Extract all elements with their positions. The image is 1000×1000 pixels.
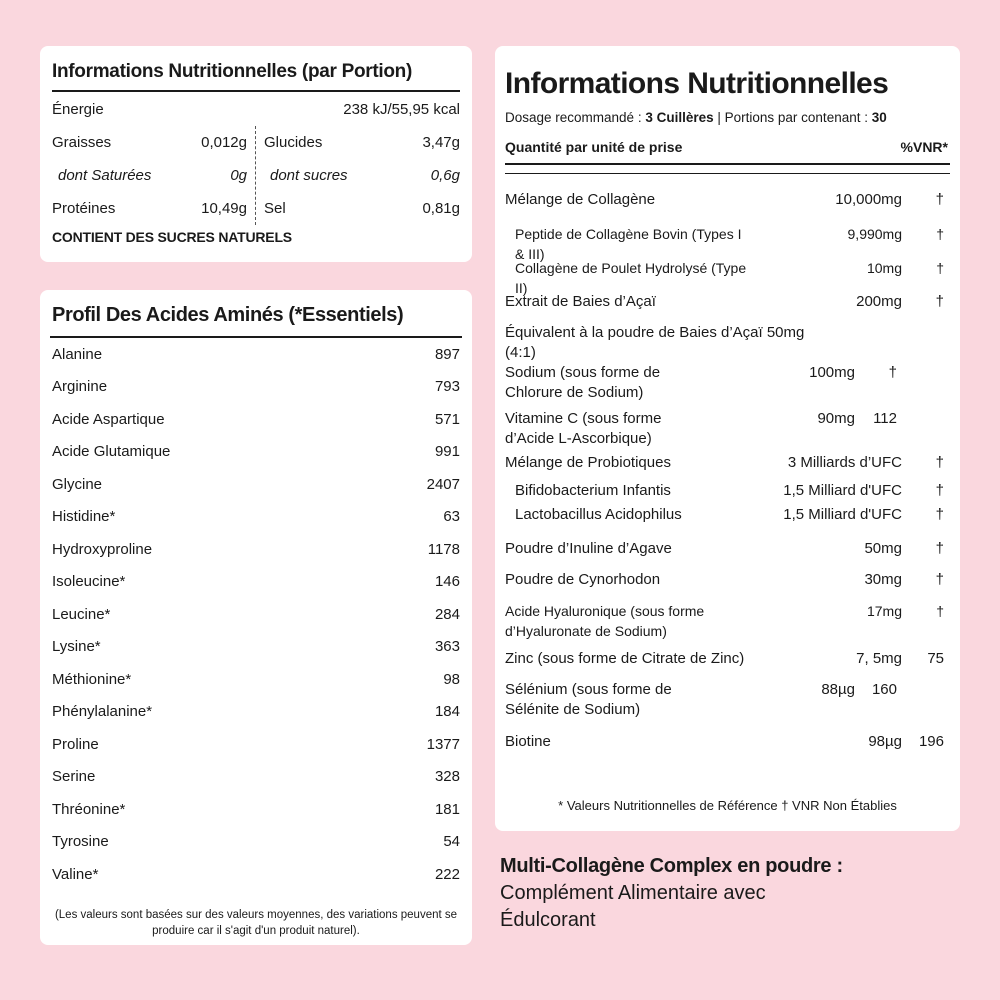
nutrient-row-acai-extract bbox=[505, 292, 950, 323]
amino-acid-name: Isoleucine* bbox=[52, 573, 126, 591]
portions-value: 30 bbox=[871, 110, 887, 125]
salt-row bbox=[264, 192, 460, 225]
nutrient-row-lactobacillus bbox=[505, 505, 950, 539]
nutrient-vnr: † bbox=[935, 482, 944, 499]
nutrition-facts-title: Informations Nutritionnelles bbox=[505, 67, 889, 100]
nutrient-amount: 3 Milliards d’UFC bbox=[787, 454, 902, 471]
energy-value: 238 kJ/55,95 kcal bbox=[343, 100, 460, 118]
amino-acid-row bbox=[50, 826, 462, 859]
amino-acid-row bbox=[50, 403, 462, 436]
nutrient-name: Équivalent à la poudre de Baies d’Açaï 50mg (4:1) bbox=[505, 324, 805, 361]
saturated-value: 0g bbox=[230, 167, 247, 184]
amino-card-title: Profil Des Acides Aminés (*Essentiels) bbox=[50, 290, 462, 338]
sugars-value: 0,6g bbox=[430, 167, 460, 184]
nutrient-name: Collagène de Poulet Hydrolysé (Type II) bbox=[515, 260, 747, 296]
amino-acid-name: Acide Glutamique bbox=[52, 443, 171, 461]
sugars-label: dont sucres bbox=[270, 167, 348, 184]
amino-acid-name: Proline bbox=[52, 735, 99, 753]
nutrient-vnr: † bbox=[935, 506, 944, 523]
macro-grid bbox=[52, 126, 460, 225]
carbs-label: Glucides bbox=[264, 134, 323, 151]
nutrient-name: Extrait de Baies d’Açaï bbox=[505, 293, 656, 310]
amino-acid-value: 328 bbox=[434, 768, 460, 786]
amino-acid-name: Leucine* bbox=[52, 605, 111, 623]
nutrient-name: Mélange de Probiotiques bbox=[505, 454, 671, 471]
amino-acid-row bbox=[50, 761, 462, 794]
amino-acid-row bbox=[50, 663, 462, 696]
nutrient-vnr: 160 bbox=[871, 681, 897, 698]
amino-acid-row bbox=[50, 371, 462, 404]
protein-label: Protéines bbox=[52, 200, 116, 217]
amino-acid-row bbox=[50, 696, 462, 729]
vnr-footnote: * Valeurs Nutritionnelles de Référence † VNR Non Établies bbox=[558, 798, 897, 813]
nutrient-amount: 98µg bbox=[868, 733, 902, 750]
amino-acid-row bbox=[50, 858, 462, 891]
amino-acid-name: Serine bbox=[52, 768, 96, 786]
amino-acid-value: 1377 bbox=[426, 735, 460, 753]
amino-acid-list bbox=[50, 338, 462, 891]
amino-acid-row bbox=[50, 501, 462, 534]
quantity-header bbox=[505, 139, 950, 165]
nutrient-name: Bifidobacterium Infantis bbox=[515, 482, 671, 499]
amino-acid-name: Glycine bbox=[52, 475, 103, 493]
product-description-line1: Complément Alimentaire avec bbox=[500, 882, 766, 904]
nutrient-amount: 100mg bbox=[809, 364, 855, 381]
amino-acid-value: 98 bbox=[443, 670, 460, 688]
nutrient-amount: 200mg bbox=[856, 293, 902, 310]
nutrient-vnr: 112 bbox=[873, 410, 897, 427]
nutrient-row-rosehip-powder bbox=[505, 570, 950, 601]
nutrient-row-acai-equivalent bbox=[505, 323, 950, 363]
nutrient-name: Lactobacillus Acidophilus bbox=[515, 506, 682, 523]
amino-acid-row bbox=[50, 468, 462, 501]
amino-acid-name: Valine* bbox=[52, 865, 99, 883]
nutrient-row-collagen-blend bbox=[505, 190, 950, 224]
dosage-value: 3 Cuillères bbox=[645, 110, 714, 125]
nutrient-vnr: † bbox=[936, 260, 944, 276]
nutrient-name: Vitamine C (sous forme d’Acide L-Ascorbique) bbox=[505, 410, 662, 447]
fat-row bbox=[52, 126, 247, 159]
nutrient-row-zinc bbox=[505, 649, 950, 680]
amino-acid-name: Thréonine* bbox=[52, 800, 126, 818]
amino-acid-name: Histidine* bbox=[52, 508, 116, 526]
portion-card-title: Informations Nutritionnelles (par Portion) bbox=[52, 46, 460, 92]
nutrient-row-bovine-collagen bbox=[505, 224, 950, 262]
amino-acid-value: 2407 bbox=[426, 475, 460, 493]
nutrient-row-vitamin-c bbox=[505, 409, 950, 453]
nutrient-amount: 90mg bbox=[817, 410, 855, 427]
saturated-label: dont Saturées bbox=[58, 167, 152, 184]
nutrient-amount: 1,5 Milliard d'UFC bbox=[783, 482, 902, 499]
amino-acid-row bbox=[50, 631, 462, 664]
amino-acid-value: 991 bbox=[434, 443, 460, 461]
carbs-value: 3,47g bbox=[422, 134, 460, 151]
amino-acid-row bbox=[50, 793, 462, 826]
nutrient-vnr: † bbox=[935, 571, 944, 588]
macro-left-column bbox=[52, 126, 256, 225]
nutrient-name: Acide Hyaluronique (sous forme d’Hyaluronate de Sodium) bbox=[505, 603, 705, 639]
amino-acid-row bbox=[50, 566, 462, 599]
saturated-row bbox=[52, 159, 247, 192]
nutrient-name: Sélénium (sous forme de Sélénite de Sodium) bbox=[505, 681, 672, 718]
carbs-row bbox=[264, 126, 460, 159]
nutrient-amount: 10mg bbox=[866, 260, 902, 276]
portions-label: | Portions par contenant : bbox=[713, 110, 872, 125]
nutrient-row-hyaluronic-acid bbox=[505, 601, 950, 649]
protein-row bbox=[52, 192, 247, 225]
amino-acid-value: 897 bbox=[434, 345, 460, 363]
energy-row bbox=[52, 92, 460, 126]
salt-label: Sel bbox=[264, 200, 286, 217]
nutrient-name: Poudre de Cynorhodon bbox=[505, 571, 661, 588]
amino-acid-value: 284 bbox=[434, 605, 460, 623]
vnr-header: %VNR* bbox=[900, 139, 948, 155]
amino-acid-value: 1178 bbox=[427, 540, 460, 558]
amino-acid-name: Lysine* bbox=[52, 638, 101, 656]
amino-acid-value: 63 bbox=[443, 508, 460, 526]
amino-acid-value: 571 bbox=[434, 410, 460, 428]
nutrient-vnr: † bbox=[936, 603, 944, 619]
natural-sugars-note: CONTIENT DES SUCRES NATURELS bbox=[52, 229, 292, 245]
nutrient-vnr: † bbox=[935, 191, 944, 208]
amino-acid-name: Acide Aspartique bbox=[52, 410, 165, 428]
amino-acid-profile-card bbox=[40, 290, 472, 945]
amino-acid-value: 146 bbox=[434, 573, 460, 591]
nutrient-name: Biotine bbox=[505, 733, 551, 750]
amino-acid-name: Méthionine* bbox=[52, 670, 132, 688]
nutrient-row-bifidobacterium bbox=[505, 481, 950, 505]
amino-acid-value: 184 bbox=[434, 703, 460, 721]
nutrition-per-portion-card bbox=[40, 46, 472, 262]
nutrient-amount: 30mg bbox=[864, 571, 902, 588]
amino-acid-value: 363 bbox=[434, 638, 460, 656]
nutrient-vnr: † bbox=[935, 540, 944, 557]
energy-label: Énergie bbox=[52, 100, 104, 118]
amino-acid-name: Hydroxyproline bbox=[52, 540, 153, 558]
amino-acid-name: Arginine bbox=[52, 378, 108, 396]
amino-acid-row bbox=[50, 338, 462, 371]
nutrient-vnr: 196 bbox=[918, 733, 944, 750]
nutrient-name: Zinc (sous forme de Citrate de Zinc) bbox=[505, 650, 745, 667]
nutrient-rows bbox=[505, 190, 950, 762]
nutrient-row-chicken-collagen bbox=[505, 258, 950, 296]
nutrition-facts-card bbox=[495, 46, 960, 831]
nutrient-amount: 1,5 Milliard d'UFC bbox=[783, 506, 902, 523]
amino-acid-name: Phénylalanine* bbox=[52, 703, 153, 721]
amino-acid-value: 54 bbox=[443, 833, 460, 851]
nutrient-row-probiotic-blend bbox=[505, 453, 950, 481]
amino-acid-value: 793 bbox=[434, 378, 460, 396]
salt-value: 0,81g bbox=[422, 200, 460, 217]
nutrient-vnr: † bbox=[888, 364, 897, 381]
nutrient-name: Peptide de Collagène Bovin (Types I & III) bbox=[515, 226, 742, 262]
nutrient-name: Sodium (sous forme de Chlorure de Sodium) bbox=[505, 364, 661, 401]
nutrient-name: Mélange de Collagène bbox=[505, 191, 656, 208]
sugars-row bbox=[264, 159, 460, 192]
product-name: Multi-Collagène Complex en poudre : bbox=[500, 855, 843, 877]
protein-value: 10,49g bbox=[201, 200, 247, 217]
nutrient-amount: 7, 5mg bbox=[856, 650, 902, 667]
nutrient-row-selenium bbox=[505, 680, 950, 732]
amino-acid-row bbox=[50, 598, 462, 631]
amino-acid-value: 181 bbox=[434, 800, 460, 818]
macro-right-column bbox=[256, 126, 460, 225]
nutrient-amount: 9,990mg bbox=[847, 226, 902, 242]
header-divider bbox=[505, 173, 950, 174]
nutrient-amount: 17mg bbox=[866, 603, 902, 619]
nutrient-vnr: † bbox=[935, 293, 944, 310]
amino-acid-row bbox=[50, 533, 462, 566]
nutrient-vnr: † bbox=[936, 226, 944, 242]
nutrient-row-agave-inulin bbox=[505, 539, 950, 570]
nutrient-row-sodium bbox=[505, 363, 950, 409]
nutrient-amount: 88µg bbox=[821, 681, 855, 698]
amino-acid-name: Alanine bbox=[52, 345, 103, 363]
product-description-line2: Édulcorant bbox=[500, 909, 596, 931]
dosage-label: Dosage recommandé : bbox=[505, 110, 646, 125]
nutrient-vnr: † bbox=[935, 454, 944, 471]
nutrient-name: Poudre d’Inuline d’Agave bbox=[505, 540, 672, 557]
amino-acid-row bbox=[50, 728, 462, 761]
product-caption bbox=[500, 852, 960, 934]
dosage-line bbox=[505, 110, 950, 125]
quantity-header-label: Quantité par unité de prise bbox=[505, 139, 683, 155]
amino-footnote: (Les valeurs sont basées sur des valeurs moyennes, des variations peuvent se produire car il s'agit d'un produit naturel). bbox=[54, 908, 458, 937]
nutrient-amount: 10,000mg bbox=[835, 191, 902, 208]
fat-value: 0,012g bbox=[201, 134, 247, 151]
amino-acid-name: Tyrosine bbox=[52, 833, 109, 851]
nutrient-row-biotin bbox=[505, 732, 950, 762]
nutrient-vnr: 75 bbox=[927, 650, 944, 667]
nutrient-amount: 50mg bbox=[864, 540, 902, 557]
amino-acid-value: 222 bbox=[434, 865, 460, 883]
amino-acid-row bbox=[50, 436, 462, 469]
fat-label: Graisses bbox=[52, 134, 112, 151]
